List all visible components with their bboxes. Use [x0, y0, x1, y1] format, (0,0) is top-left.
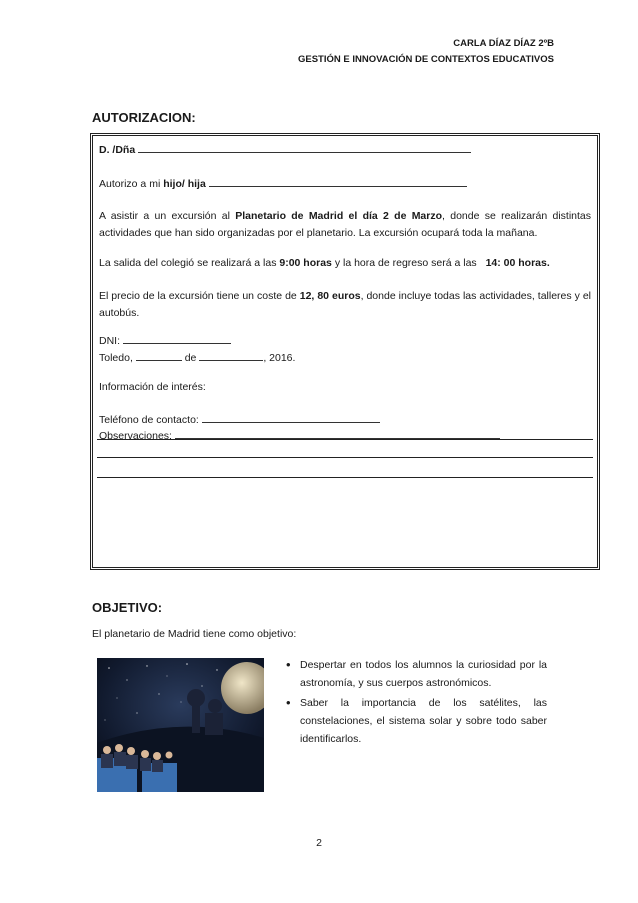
- date-of-label: de: [184, 352, 197, 364]
- parent-label: D. /Dña: [99, 144, 136, 156]
- departure-time: 9:00 horas: [279, 257, 332, 269]
- observations-line-3[interactable]: [97, 477, 593, 478]
- phone-row: [99, 412, 380, 426]
- visit-destination: Planetario de Madrid el día 2 de Marzo: [235, 210, 443, 222]
- dni-row: [99, 333, 231, 347]
- child-name-field[interactable]: [209, 176, 467, 187]
- planetarium-photo: [97, 658, 264, 792]
- objective-intro: El planetario de Madrid tiene como objetivo:: [92, 628, 297, 640]
- parent-name-field[interactable]: [138, 142, 471, 153]
- dni-field[interactable]: [123, 333, 231, 344]
- price-text-2: , donde incluye todas las actividades, talleres y el autobús.: [99, 290, 592, 319]
- visit-text-2: , donde se realizarán distintas actividades que han sido organizadas por el planetario. La excursión ocupará toda la mañana.: [99, 210, 592, 239]
- authorization-form: [90, 133, 600, 570]
- observations-field[interactable]: [175, 428, 500, 439]
- author-line: CARLA DÍAZ DÍAZ 2ºB: [453, 38, 554, 49]
- child-row: [99, 176, 467, 190]
- authorize-prefix: Autorizo a mi: [99, 178, 161, 190]
- price-paragraph: [99, 288, 591, 322]
- course-line: GESTIÓN E INNOVACIÓN DE CONTEXTOS EDUCATIVOS: [298, 54, 554, 65]
- phone-field[interactable]: [202, 412, 380, 423]
- visit-paragraph: [99, 208, 591, 242]
- parent-name-row: [99, 142, 471, 156]
- price-amount: 12, 80 euros: [299, 290, 361, 302]
- observations-label: Observaciones:: [99, 430, 172, 442]
- info-label: Información de interés:: [99, 381, 206, 393]
- visit-text-1: A asistir a un excursión al: [99, 210, 230, 222]
- page-header: [298, 36, 554, 68]
- observations-line-1[interactable]: [97, 439, 593, 440]
- price-text-1: El precio de la excursión tiene un coste de: [99, 290, 297, 302]
- list-item: • Saber la importancia de los satélites, las constelaciones, el sistema solar y sobre todo saber identificarlos.: [286, 694, 547, 748]
- authorization-title: AUTORIZACION:: [92, 110, 196, 125]
- return-time: 14: 00 horas.: [485, 257, 550, 269]
- authorize-child: hijo/ hija: [163, 178, 206, 190]
- departure-paragraph: [99, 255, 591, 272]
- observations-line-2[interactable]: [97, 457, 593, 458]
- objective-goals-list: [286, 656, 547, 750]
- objective-title: OBJETIVO:: [92, 600, 163, 615]
- place-label: Toledo,: [99, 352, 133, 364]
- phone-label: Teléfono de contacto:: [99, 414, 199, 426]
- year-label: , 2016.: [263, 352, 296, 364]
- month-field[interactable]: [199, 350, 263, 361]
- list-item: • Despertar en todos los alumnos la curiosidad por la astronomía, y sus cuerpos astronómicos.: [286, 656, 547, 692]
- dni-label: DNI:: [99, 335, 120, 347]
- page-number: 2: [316, 837, 322, 849]
- date-row: [99, 350, 295, 364]
- day-field[interactable]: [136, 350, 182, 361]
- departure-text-2: y la hora de regreso será a las: [334, 257, 477, 269]
- departure-text-1: La salida del colegió se realizará a las: [99, 257, 277, 269]
